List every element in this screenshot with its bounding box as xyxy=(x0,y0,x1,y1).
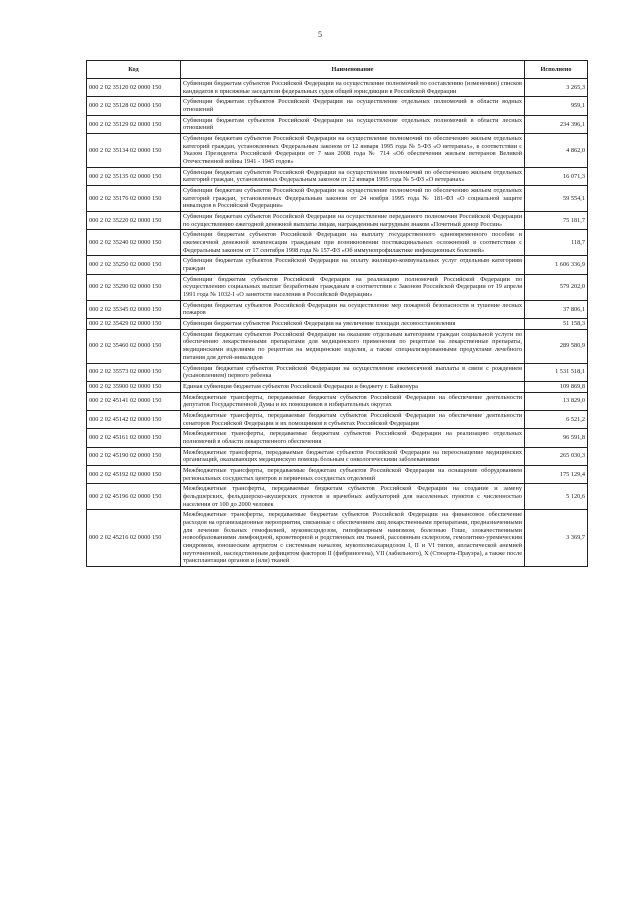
table-row xyxy=(87,115,588,133)
executed-amount-cell: 959,1 xyxy=(525,97,588,115)
executed-amount-cell: 59 554,1 xyxy=(525,186,588,212)
budget-code-cell: 000 2 02 35900 02 0000 150 xyxy=(87,381,181,392)
table-row xyxy=(87,212,588,230)
budget-execution-table xyxy=(86,60,588,567)
budget-code-cell: 000 2 02 35129 02 0000 150 xyxy=(87,115,181,133)
item-name-cell: Межбюджетные трансферты, передаваемые бюджетам субъектов Российской Федерации на создание и замену фельдшерских, фельдшерско-акушерских пунктов и врачебных амбулаторий для населенных пунктов с численностью населения от 100 до 2000 человек xyxy=(181,484,525,510)
executed-amount-cell: 13 829,0 xyxy=(525,392,588,410)
item-name-cell: Субвенции бюджетам субъектов Российской Федерации на оплату жилищно-коммунальных услуг отдельным категориям граждан xyxy=(181,256,525,274)
table-row xyxy=(87,329,588,363)
table-row xyxy=(87,410,588,428)
executed-amount-cell: 75 181,7 xyxy=(525,212,588,230)
budget-code-cell: 000 2 02 45216 02 0000 150 xyxy=(87,510,181,567)
table-row xyxy=(87,510,588,567)
table-row xyxy=(87,134,588,168)
executed-amount-cell: 1 606 336,9 xyxy=(525,256,588,274)
column-header-name: Наименование xyxy=(181,61,525,79)
item-name-cell: Субвенции бюджетам субъектов Российской Федерации на осуществление полномочий по обеспечению жильем отдельных категорий граждан, установленных Федеральным законом от 24 ноября 1995 года № 181-ФЗ «О социальной защите инвалидов в Российской Федерации» xyxy=(181,186,525,212)
budget-code-cell: 000 2 02 35220 02 0000 150 xyxy=(87,212,181,230)
budget-code-cell: 000 2 02 45141 02 0000 150 xyxy=(87,392,181,410)
table-body xyxy=(87,79,588,567)
table-row xyxy=(87,381,588,392)
item-name-cell: Межбюджетные трансферты, передаваемые бюджетам субъектов Российской Федерации на реализацию отдельных полномочий в области лекарственного обеспечения xyxy=(181,429,525,447)
table-row xyxy=(87,465,588,483)
item-name-cell: Субвенции бюджетам субъектов Российской Федерации на реализацию полномочий Российской Федерации по осуществлению социальных выплат безработным гражданам в соответствии с Законом Российской Федерации от 19 апреля 1991 года № 1032-I «О занятости населения в Российской Федерации» xyxy=(181,274,525,300)
table-header-row xyxy=(87,61,588,79)
budget-code-cell: 000 2 02 35250 02 0000 150 xyxy=(87,256,181,274)
item-name-cell: Субвенции бюджетам субъектов Российской Федерации на оказание отдельным категориям граждан социальной услуги по обеспечению лекарственными препаратами для медицинского применения по рецептам на лекарственные препараты, медицинскими изделиями по рецептам на медицинские изделия, а также специализированными продуктами лечебного питания для детей-инвалидов xyxy=(181,329,525,363)
budget-code-cell: 000 2 02 35135 02 0000 150 xyxy=(87,167,181,185)
executed-amount-cell: 16 071,3 xyxy=(525,167,588,185)
column-header-code: Код xyxy=(87,61,181,79)
executed-amount-cell: 579 202,0 xyxy=(525,274,588,300)
executed-amount-cell: 289 580,9 xyxy=(525,329,588,363)
item-name-cell: Субвенции бюджетам субъектов Российской Федерации на осуществление мер пожарной безопасности и тушение лесных пожаров xyxy=(181,300,525,318)
table-row xyxy=(87,484,588,510)
table-row xyxy=(87,167,588,185)
budget-code-cell: 000 2 02 35128 02 0000 150 xyxy=(87,97,181,115)
executed-amount-cell: 265 030,3 xyxy=(525,447,588,465)
executed-amount-cell: 109 869,8 xyxy=(525,381,588,392)
item-name-cell: Субвенции бюджетам субъектов Российской Федерации на выплату государственного единовременного пособия и ежемесячной денежной компенсации гражданам при возникновении поствакцинальных осложнений в соответствии с Федеральным законом от 17 сентября 1998 года № 157-ФЗ «Об иммунопрофилактике инфекционных болезней» xyxy=(181,230,525,256)
page-number: 5 xyxy=(318,30,322,39)
item-name-cell: Субвенции бюджетам субъектов Российской Федерации на осуществление отдельных полномочий в области водных отношений xyxy=(181,97,525,115)
table-row xyxy=(87,363,588,381)
budget-code-cell: 000 2 02 45190 02 0000 150 xyxy=(87,447,181,465)
item-name-cell: Субвенции бюджетам субъектов Российской Федерации на увеличение площади лесовосстановления xyxy=(181,319,525,330)
executed-amount-cell: 1 531 518,1 xyxy=(525,363,588,381)
table-row xyxy=(87,319,588,330)
column-header-amount: Исполнено xyxy=(525,61,588,79)
item-name-cell: Межбюджетные трансферты, передаваемые бюджетам субъектов Российской Федерации на обеспечение деятельности депутатов Государственной Думы и их помощников в избирательных округах xyxy=(181,392,525,410)
table-row xyxy=(87,97,588,115)
item-name-cell: Субвенции бюджетам субъектов Российской Федерации на осуществление отдельных полномочий в области лесных отношений xyxy=(181,115,525,133)
table-row xyxy=(87,300,588,318)
item-name-cell: Межбюджетные трансферты, передаваемые бюджетам субъектов Российской Федерации на обеспечение деятельности сенаторов Российской Федерации и их помощников в субъектах Российской Федерации xyxy=(181,410,525,428)
table-row xyxy=(87,79,588,97)
item-name-cell: Субвенции бюджетам субъектов Российской Федерации на осуществление полномочий по составлению (изменению) списков кандидатов в присяжные заседатели федеральных судов общей юрисдикции в Российской Федерации xyxy=(181,79,525,97)
table-row xyxy=(87,274,588,300)
executed-amount-cell: 234 396,1 xyxy=(525,115,588,133)
item-name-cell: Субвенции бюджетам субъектов Российской Федерации на осуществление полномочий по обеспечению жильем отдельных категорий граждан, установленных Федеральным законом от 12 января 1995 года № 5-ФЗ «О ветеранах», в соответствии с Указом Президента Российской Федерации от 7 мая 2008 года № 714 «Об обеспечении жильем ветеранов Великой Отечественной войны 1941 - 1945 годов» xyxy=(181,134,525,168)
budget-code-cell: 000 2 02 45161 02 0000 150 xyxy=(87,429,181,447)
budget-code-cell: 000 2 02 45192 02 0000 150 xyxy=(87,465,181,483)
item-name-cell: Единая субвенция бюджетам субъектов Российской Федерации и бюджету г. Байконура xyxy=(181,381,525,392)
budget-code-cell: 000 2 02 35429 02 0000 150 xyxy=(87,319,181,330)
table-row xyxy=(87,447,588,465)
budget-code-cell: 000 2 02 35290 02 0000 150 xyxy=(87,274,181,300)
item-name-cell: Субвенции бюджетам субъектов Российской Федерации на осуществление переданного полномочия Российской Федерации по осуществлению ежегодной денежной выплаты лицам, награжденным нагрудным знаком «Почетный донор России» xyxy=(181,212,525,230)
item-name-cell: Межбюджетные трансферты, передаваемые бюджетам субъектов Российской Федерации на финансовое обеспечение расходов на организационные мероприятия, связанные с обеспечением лиц лекарственными препаратами, предназначенными для лечения больных гемофилией, муковисцидозом, гипофизарным нанизмом, болезнью Гоше, злокачественными новообразованиями лимфоидной, кроветворной и родственных им тканей, рассеянным склерозом, гемолитико-уремическим синдромом, юношеским артритом с системным началом, мукополисахаридозом I, II и VI типов, апластической анемией неуточненной, наследственным дефицитом факторов II (фибриногена), VII (лабильного), X (Стюарта-Прауэра), а также после трансплантации органов и (или) тканей xyxy=(181,510,525,567)
executed-amount-cell: 5 120,6 xyxy=(525,484,588,510)
budget-code-cell: 000 2 02 35120 02 0000 150 xyxy=(87,79,181,97)
executed-amount-cell: 51 158,3 xyxy=(525,319,588,330)
table-row xyxy=(87,429,588,447)
table-row xyxy=(87,230,588,256)
executed-amount-cell: 6 521,2 xyxy=(525,410,588,428)
budget-code-cell: 000 2 02 35134 02 0000 150 xyxy=(87,134,181,168)
executed-amount-cell: 3 369,7 xyxy=(525,510,588,567)
item-name-cell: Субвенции бюджетам субъектов Российской Федерации на осуществление ежемесячной выплаты в связи с рождением (усыновлением) первого ребенка xyxy=(181,363,525,381)
budget-code-cell: 000 2 02 35460 02 0000 150 xyxy=(87,329,181,363)
item-name-cell: Межбюджетные трансферты, передаваемые бюджетам субъектов Российской Федерации на переоснащение медицинских организаций, оказывающих медицинскую помощь больным с онкологическими заболеваниями xyxy=(181,447,525,465)
budget-code-cell: 000 2 02 35176 02 0000 150 xyxy=(87,186,181,212)
budget-code-cell: 000 2 02 45142 02 0000 150 xyxy=(87,410,181,428)
budget-code-cell: 000 2 02 35345 02 0000 150 xyxy=(87,300,181,318)
executed-amount-cell: 118,7 xyxy=(525,230,588,256)
budget-code-cell: 000 2 02 35240 02 0000 150 xyxy=(87,230,181,256)
item-name-cell: Субвенции бюджетам субъектов Российской Федерации на осуществление полномочий по обеспечению жильем отдельных категорий граждан, установленных Федеральным законом от 12 января 1995 года № 5-ФЗ «О ветеранах» xyxy=(181,167,525,185)
table-row xyxy=(87,256,588,274)
executed-amount-cell: 96 591,8 xyxy=(525,429,588,447)
table-row xyxy=(87,392,588,410)
table-row xyxy=(87,186,588,212)
executed-amount-cell: 3 265,3 xyxy=(525,79,588,97)
executed-amount-cell: 175 129,4 xyxy=(525,465,588,483)
executed-amount-cell: 37 806,1 xyxy=(525,300,588,318)
budget-code-cell: 000 2 02 35573 02 0000 150 xyxy=(87,363,181,381)
budget-code-cell: 000 2 02 45196 02 0000 150 xyxy=(87,484,181,510)
executed-amount-cell: 4 862,0 xyxy=(525,134,588,168)
item-name-cell: Межбюджетные трансферты, передаваемые бюджетам субъектов Российской Федерации на оснащение оборудованием региональных сосудистых центров и первичных сосудистых отделений xyxy=(181,465,525,483)
